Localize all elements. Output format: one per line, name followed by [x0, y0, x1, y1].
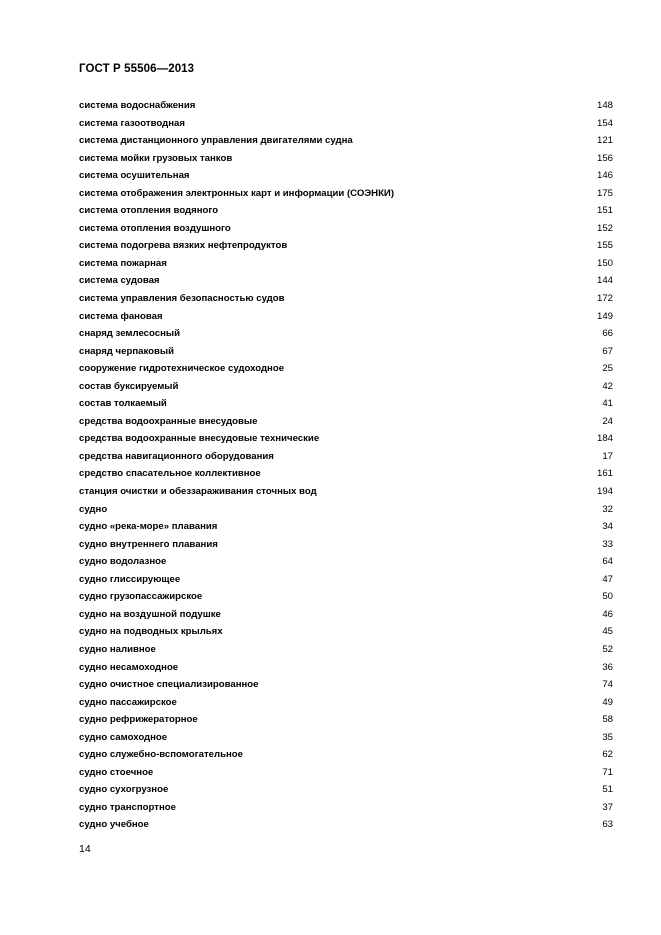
index-entry — [79, 237, 613, 255]
index-entry — [79, 781, 613, 799]
index-term: судно учебное — [79, 819, 149, 831]
index-entry — [79, 202, 613, 220]
index-entry — [79, 413, 613, 431]
index-term: система осушительная — [79, 170, 190, 182]
index-entry — [79, 588, 613, 606]
index-term: сооружение гидротехническое судоходное — [79, 363, 285, 375]
index-entry — [79, 746, 613, 764]
index-entry — [79, 641, 613, 659]
index-entry — [79, 659, 613, 677]
index-term: система отображения электронных карт и информации (СОЭНКИ) — [79, 187, 395, 199]
index-page-ref: 184 — [596, 433, 613, 445]
index-page-ref: 62 — [602, 749, 613, 761]
index-page-ref: 51 — [602, 784, 613, 796]
index-entry — [79, 571, 613, 589]
index-page-ref: 32 — [602, 503, 613, 515]
index-entry — [79, 729, 613, 747]
index-term: система водоснабжения — [79, 100, 196, 111]
index-term: система мойки грузовых танков — [79, 152, 233, 164]
index-page-ref: 25 — [602, 363, 613, 375]
index-page-ref: 49 — [602, 696, 613, 708]
index-term: судно на воздушной подушке — [79, 608, 221, 620]
index-term: система отопления водяного — [79, 205, 219, 217]
index-term: судно несамоходное — [79, 661, 179, 673]
index-term: судно наливное — [79, 643, 156, 655]
index-term: средство спасательное коллективное — [79, 468, 261, 480]
index-term: состав толкаемый — [79, 398, 167, 410]
index-entry — [79, 799, 613, 817]
index-entry — [79, 97, 613, 115]
index-entry — [79, 255, 613, 273]
index-page-ref: 67 — [602, 345, 613, 357]
index-page-ref: 148 — [596, 100, 613, 111]
index-page-ref: 172 — [596, 293, 613, 305]
index-entry — [79, 606, 613, 624]
index-page-ref: 161 — [596, 468, 613, 480]
index-term: система газоотводная — [79, 117, 185, 129]
index-entry — [79, 167, 613, 185]
index-entry — [79, 553, 613, 571]
index-entry — [79, 694, 613, 712]
index-entry — [79, 764, 613, 782]
index-term: система управления безопасностью судов — [79, 293, 285, 305]
index-page-ref: 41 — [602, 398, 613, 410]
index-term: система фановая — [79, 310, 163, 322]
index-entry — [79, 132, 613, 150]
index-entry — [79, 536, 613, 554]
index-page-ref: 36 — [602, 661, 613, 673]
index-entry — [79, 290, 613, 308]
index-page-ref: 24 — [602, 415, 613, 427]
index-term: судно самоходное — [79, 731, 168, 743]
index-term: средства водоохранные внесудовые технические — [79, 433, 320, 445]
index-term: снаряд землесосный — [79, 328, 180, 340]
index-term: судно «река-море» плавания — [79, 521, 218, 533]
index-page-ref: 47 — [602, 573, 613, 585]
index-term: состав буксируемый — [79, 380, 179, 392]
index-term: судно — [79, 503, 108, 515]
index-page-ref: 144 — [596, 275, 613, 287]
index-term: судно на подводных крыльях — [79, 626, 223, 638]
index-term: судно сухогрузное — [79, 784, 169, 796]
index-term: судно рефрижераторное — [79, 714, 198, 726]
index-page-ref: 17 — [602, 450, 613, 462]
index-entry — [79, 378, 613, 396]
index-term: система пожарная — [79, 257, 167, 269]
index-term: судно глиссирующее — [79, 573, 181, 585]
index-term: судно пассажирское — [79, 696, 177, 708]
index-term: средства водоохранные внесудовые — [79, 415, 258, 427]
index-entry — [79, 448, 613, 466]
index-page-ref: 151 — [596, 205, 613, 217]
index-entry — [79, 623, 613, 641]
index-entry — [79, 220, 613, 238]
index-page-ref: 58 — [602, 714, 613, 726]
index-page-ref: 154 — [596, 117, 613, 129]
index-term: судно транспортное — [79, 801, 176, 813]
index-term: система подогрева вязких нефтепродуктов — [79, 240, 288, 252]
index-term: судно очистное специализированное — [79, 679, 259, 691]
index-term: система отопления воздушного — [79, 222, 231, 234]
alphabetical-index-list — [79, 97, 613, 834]
index-term: судно служебно-вспомогательное — [79, 749, 243, 761]
index-page-ref: 50 — [602, 591, 613, 603]
index-entry — [79, 343, 613, 361]
index-page-ref: 175 — [596, 187, 613, 199]
index-page-ref: 152 — [596, 222, 613, 234]
index-term: судно грузопассажирское — [79, 591, 203, 603]
index-term: снаряд черпаковый — [79, 345, 174, 357]
index-page-ref: 63 — [602, 819, 613, 831]
index-term: система дистанционного управления двигателями судна — [79, 135, 353, 147]
index-term: судно внутреннего плавания — [79, 538, 218, 550]
index-entry — [79, 185, 613, 203]
index-entry — [79, 430, 613, 448]
index-term: судно стоечное — [79, 766, 154, 778]
index-page-ref: 156 — [596, 152, 613, 164]
index-page-ref: 46 — [602, 608, 613, 620]
index-term: станция очистки и обеззараживания сточных вод — [79, 486, 317, 498]
index-page-ref: 52 — [602, 643, 613, 655]
index-entry — [79, 115, 613, 133]
page-number: 14 — [79, 843, 91, 855]
index-entry — [79, 465, 613, 483]
index-entry — [79, 308, 613, 326]
index-page-ref: 146 — [596, 170, 613, 182]
index-entry — [79, 272, 613, 290]
index-page-ref: 42 — [602, 380, 613, 392]
index-page-ref: 33 — [602, 538, 613, 550]
index-entry — [79, 150, 613, 168]
index-entry — [79, 325, 613, 343]
index-entry — [79, 501, 613, 519]
index-page-ref: 149 — [596, 310, 613, 322]
index-term: судно водолазное — [79, 556, 167, 568]
index-term: система судовая — [79, 275, 160, 287]
index-entry — [79, 816, 613, 834]
index-page-ref: 45 — [602, 626, 613, 638]
index-entry — [79, 395, 613, 413]
document-header: ГОСТ Р 55506—2013 — [79, 63, 195, 75]
index-entry — [79, 483, 613, 501]
index-page-ref: 66 — [602, 328, 613, 340]
index-term: средства навигационного оборудования — [79, 450, 274, 462]
index-entry — [79, 711, 613, 729]
index-page-ref: 194 — [596, 486, 613, 498]
index-page-ref: 34 — [602, 521, 613, 533]
index-page-ref: 74 — [602, 679, 613, 691]
index-entry — [79, 360, 613, 378]
index-page-ref: 37 — [602, 801, 613, 813]
index-page-ref: 35 — [602, 731, 613, 743]
index-entry — [79, 676, 613, 694]
index-page-ref: 64 — [602, 556, 613, 568]
index-page-ref: 150 — [596, 257, 613, 269]
index-page-ref: 71 — [602, 766, 613, 778]
index-entry — [79, 518, 613, 536]
index-page-ref: 121 — [596, 135, 613, 147]
index-page-ref: 155 — [596, 240, 613, 252]
